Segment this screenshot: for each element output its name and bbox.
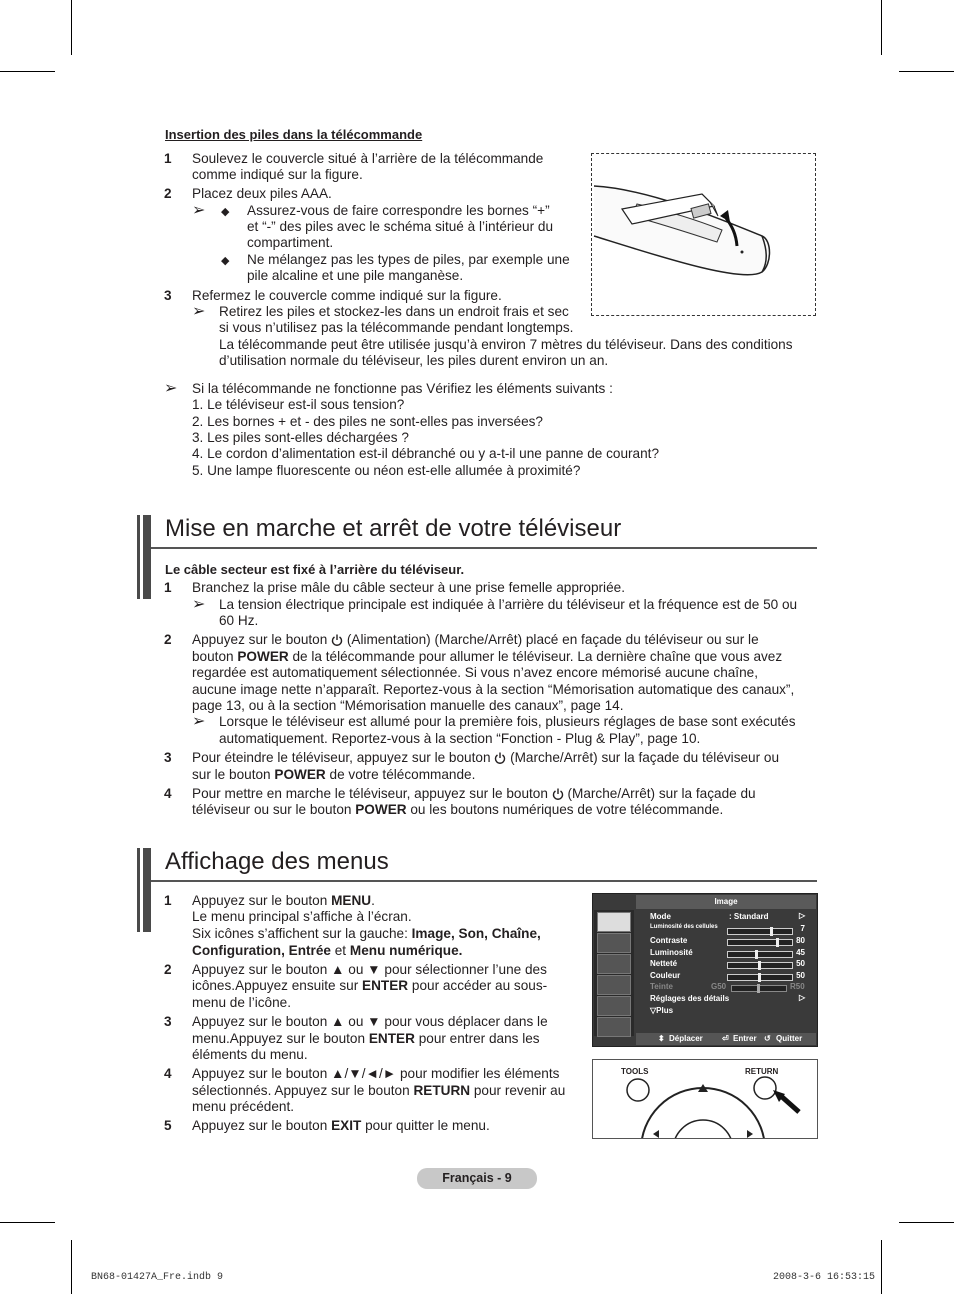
step-text: Configuration, Entrée et Menu numérique. bbox=[192, 943, 463, 958]
power-icon bbox=[494, 752, 506, 764]
bullet-diamond-icon: ◆ bbox=[221, 206, 230, 218]
page-number-label: Français - 9 bbox=[417, 1168, 537, 1189]
remote-battery-figure bbox=[591, 153, 816, 316]
step-text: Placez deux piles AAA. bbox=[192, 186, 332, 201]
step-number: 4 bbox=[164, 786, 172, 801]
bullet-diamond-icon: ◆ bbox=[221, 255, 230, 267]
section-rule bbox=[151, 880, 817, 882]
bullet-text: Ne mélangez pas les types de piles, par exemple une bbox=[247, 252, 570, 267]
bullet-text: compartiment. bbox=[247, 235, 334, 250]
menu-tint-label: Teinte bbox=[650, 982, 673, 991]
move-icon: ⬍ bbox=[658, 1034, 665, 1043]
print-slug-right: 2008-3-6 16:53:15 bbox=[773, 1272, 876, 1283]
step-number: 3 bbox=[164, 1014, 172, 1029]
menu-more-label: ▽Plus bbox=[650, 1006, 674, 1015]
menu-slider bbox=[727, 928, 793, 935]
menu-details-label: Réglages des détails bbox=[650, 994, 730, 1003]
step-number: 2 bbox=[164, 962, 172, 977]
step-text: aucune image nette n’apparaît. Reportez-vous à la section “Mémorisation automatique des canaux”, bbox=[192, 682, 795, 697]
battery-heading: Insertion des piles dans la télécommande bbox=[165, 127, 423, 142]
remote-battery-illustration bbox=[592, 154, 815, 315]
menu-tint-r: R50 bbox=[790, 982, 805, 991]
step-text: Appuyez sur le bouton ▲/▼/◄/► pour modifier les éléments bbox=[192, 1066, 560, 1081]
note-text: automatiquement. Reportez-vous à la section “Fonction - Plug & Play”, page 10. bbox=[219, 731, 701, 746]
menu-icon-sidebar bbox=[594, 910, 634, 1036]
menu-slider bbox=[727, 939, 793, 946]
crop-mark bbox=[0, 71, 55, 72]
step-text: Appuyez sur le bouton (Alimentation) (Marche/Arrêt) placé en façade du téléviseur ou sur le bbox=[192, 632, 759, 647]
bullet-text: Assurez-vous de faire correspondre les bornes “+” bbox=[247, 203, 550, 218]
section-rule bbox=[151, 547, 817, 549]
note-text: Lorsque le téléviseur est allumé pour la première fois, plusieurs réglages de base sont exécutés bbox=[219, 714, 796, 729]
print-slug-left: BN68-01427A_Fre.indb 9 bbox=[91, 1272, 224, 1283]
tools-label: TOOLS bbox=[621, 1067, 649, 1076]
note-text: d’utilisation normale du téléviseur, les piles durent environ un an. bbox=[219, 353, 609, 368]
section-title: Affichage des menus bbox=[165, 848, 389, 875]
menu-row-value: 50 bbox=[796, 959, 805, 968]
step-text: sur le bouton POWER de votre télécommande. bbox=[192, 767, 476, 782]
menu-footer bbox=[636, 1033, 816, 1045]
step-number: 2 bbox=[164, 186, 172, 201]
step-text: Pour éteindre le téléviseur, appuyez sur le bouton (Marche/Arrêt) sur la façade du téléviseur ou bbox=[192, 750, 780, 765]
step-number: 1 bbox=[164, 580, 172, 595]
step-text: Le menu principal s’affiche à l’écran. bbox=[192, 909, 412, 924]
step-number: 5 bbox=[164, 1118, 172, 1133]
step-number: 2 bbox=[164, 632, 172, 647]
step-text: Branchez la prise mâle du câble secteur à une prise femelle appropriée. bbox=[192, 580, 625, 595]
menu-slider bbox=[727, 974, 793, 981]
step-text: page 13, ou à la section “Mémorisation manuelle des canaux”, page 14. bbox=[192, 698, 624, 713]
note-text: La télécommande peut être utilisée jusqu’à environ 7 mètres du téléviseur. Dans des conditions bbox=[219, 337, 793, 352]
step-text: Refermez le couvercle comme indiqué sur la figure. bbox=[192, 288, 502, 303]
setup-icon bbox=[597, 975, 631, 995]
crop-mark bbox=[0, 1222, 55, 1223]
arrow-right-icon: ▷ bbox=[799, 993, 806, 1002]
note-text: si vous n’utilisez pas la télécommande pendant longtemps. bbox=[219, 320, 574, 335]
menu-slider bbox=[727, 951, 793, 958]
step-text: icônes.Appuyez ensuite sur ENTER pour accéder au sous- bbox=[192, 978, 548, 993]
menu-row-label: Luminosité bbox=[650, 948, 693, 957]
digital-menu-icon bbox=[597, 1017, 631, 1037]
step-text: Soulevez le couvercle situé à l’arrière de la télécommande bbox=[192, 151, 544, 166]
step-text: Pour mettre en marche le téléviseur, appuyez sur le bouton (Marche/Arrêt) sur la façade du bbox=[192, 786, 756, 801]
picture-icon bbox=[597, 912, 631, 932]
check-item: 5. Une lampe fluorescente ou néon est-elle allumée à proximité? bbox=[192, 463, 581, 478]
return-label: RETURN bbox=[745, 1067, 779, 1076]
menu-row-value: 45 bbox=[796, 948, 805, 957]
section-bar bbox=[143, 848, 151, 932]
crop-mark bbox=[71, 1240, 72, 1294]
crop-mark bbox=[881, 1240, 882, 1294]
crop-mark bbox=[899, 1222, 954, 1223]
step-text: Six icônes s’affichent sur la gauche: Image, Son, Chaîne, bbox=[192, 926, 541, 941]
step-text: Appuyez sur le bouton EXIT pour quitter le menu. bbox=[192, 1118, 490, 1133]
step-number: 1 bbox=[164, 893, 172, 908]
power-icon bbox=[552, 788, 564, 800]
menu-row-label: Luminosité des cellules bbox=[650, 924, 718, 930]
step-text: éléments du menu. bbox=[192, 1047, 308, 1062]
power-icon bbox=[331, 634, 343, 646]
footer-exit: Quitter bbox=[776, 1034, 803, 1043]
enter-icon: ⏎ bbox=[722, 1034, 729, 1043]
power-subheading: Le câble secteur est fixé à l’arrière du téléviseur. bbox=[165, 562, 465, 577]
note-text: La tension électrique principale est indiquée à l’arrière du téléviseur et la fréquence est de 50 ou bbox=[219, 597, 798, 612]
step-text: Appuyez sur le bouton MENU. bbox=[192, 893, 375, 908]
check-text: Si la télécommande ne fonctionne pas Vérifiez les éléments suivants : bbox=[192, 381, 613, 396]
bullet-text: et “-” des piles avec le schéma situé à l’intérieur du bbox=[247, 219, 553, 234]
sound-icon bbox=[597, 933, 631, 953]
note-arrow-icon: ➢ bbox=[192, 303, 206, 320]
menu-row-label: Contraste bbox=[650, 936, 688, 945]
menu-row-label: Netteté bbox=[650, 959, 678, 968]
remote-buttons-figure bbox=[592, 1059, 818, 1139]
step-text: Appuyez sur le bouton ▲ ou ▼ pour sélectionner l’une des bbox=[192, 962, 547, 977]
menu-tint-g: G50 bbox=[711, 982, 727, 991]
channel-icon bbox=[597, 954, 631, 974]
note-arrow-icon: ➢ bbox=[164, 380, 178, 397]
step-text: Appuyez sur le bouton ▲ ou ▼ pour vous déplacer dans le bbox=[192, 1014, 548, 1029]
step-number: 4 bbox=[164, 1066, 172, 1081]
menu-mode-value: : Standard bbox=[729, 912, 769, 921]
menu-mode-label: Mode bbox=[650, 912, 671, 921]
section-bar bbox=[137, 848, 140, 932]
note-text: Retirez les piles et stockez-les dans un endroit frais et sec bbox=[219, 304, 569, 319]
menu-row-label: Couleur bbox=[650, 971, 681, 980]
check-item: 1. Le téléviseur est-il sous tension? bbox=[192, 397, 405, 412]
check-item: 3. Les piles sont-elles déchargées ? bbox=[192, 430, 409, 445]
step-text: sélectionnés. Appuyez sur le bouton RETURN pour revenir au bbox=[192, 1083, 566, 1098]
step-number: 3 bbox=[164, 288, 172, 303]
note-text: 60 Hz. bbox=[219, 613, 259, 628]
step-text: menu.Appuyez sur le bouton ENTER pour entrer dans les bbox=[192, 1031, 540, 1046]
menu-tint-slider bbox=[731, 985, 787, 992]
menu-row-value: 50 bbox=[796, 971, 805, 980]
tv-menu-screenshot bbox=[592, 893, 818, 1047]
step-text: menu précédent. bbox=[192, 1099, 295, 1114]
note-arrow-icon: ➢ bbox=[192, 596, 206, 613]
input-icon bbox=[597, 996, 631, 1016]
section-bar bbox=[137, 515, 140, 599]
section-title: Mise en marche et arrêt de votre téléviseur bbox=[165, 515, 622, 542]
crop-mark bbox=[71, 0, 72, 55]
footer-move: Déplacer bbox=[669, 1034, 703, 1043]
step-text: téléviseur ou sur le bouton POWER ou les boutons numériques de votre télécommande. bbox=[192, 802, 724, 817]
crop-mark bbox=[899, 71, 954, 72]
menu-row-value: 80 bbox=[796, 936, 805, 945]
step-text: menu de l’icône. bbox=[192, 995, 291, 1010]
menu-header: Image bbox=[636, 895, 816, 909]
step-text: bouton POWER de la télécommande pour allumer le téléviseur. La dernière chaîne que vous avez bbox=[192, 649, 783, 664]
note-arrow-icon: ➢ bbox=[192, 713, 206, 730]
menu-slider bbox=[727, 962, 793, 969]
step-number: 3 bbox=[164, 750, 172, 765]
crop-mark bbox=[881, 0, 882, 55]
note-arrow-icon: ➢ bbox=[192, 202, 206, 219]
return-icon: ↺ bbox=[764, 1034, 771, 1043]
step-text: regardée est automatiquement sélectionnée. Si vous n’avez encore mémorisé aucune chaîne, bbox=[192, 665, 758, 680]
menu-row-value: 7 bbox=[800, 924, 805, 933]
bullet-text: pile alcaline et une pile manganèse. bbox=[247, 268, 464, 283]
check-item: 2. Les bornes + et - des piles ne sont-elles pas inversées? bbox=[192, 414, 543, 429]
check-item: 4. Le cordon d’alimentation est-il débranché ou y a-t-il une panne de courant? bbox=[192, 446, 660, 461]
step-text: comme indiqué sur la figure. bbox=[192, 167, 363, 182]
arrow-right-icon: ▷ bbox=[799, 911, 806, 920]
step-number: 1 bbox=[164, 151, 172, 166]
section-bar bbox=[143, 515, 151, 599]
footer-enter: Entrer bbox=[733, 1034, 757, 1043]
